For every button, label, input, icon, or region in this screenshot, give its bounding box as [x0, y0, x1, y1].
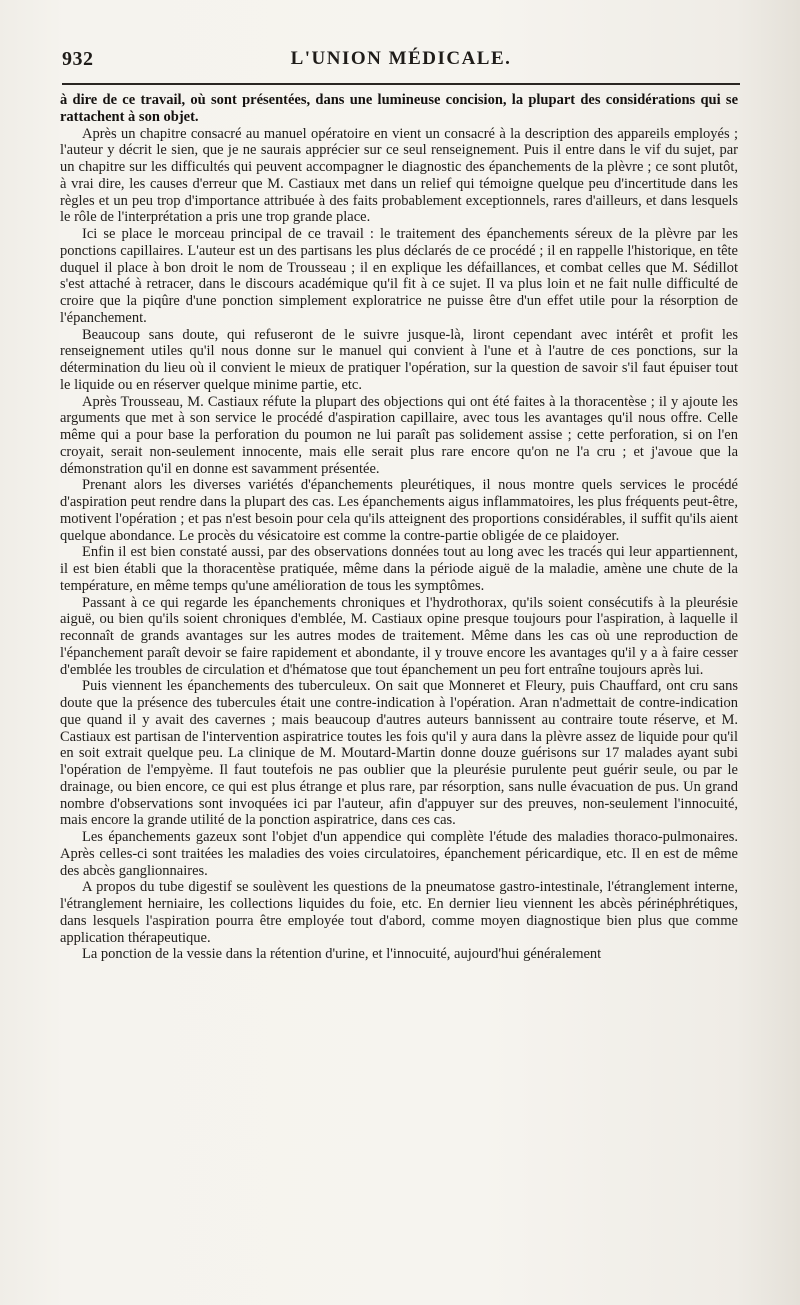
paragraph-capillary-puncture: Ici se place le morceau principal de ce travail : le traitement des épanchements séreux de la plèvre par les ponctions capillaires. L'auteur est un des partisans les plus déclarés de ce procédé ; il en rappelle l'historique, en tête duquel il place à bon droit le nom de Trousseau ; il en explique les défaillances, et combat celles que M. Sédillot s'est attaché à retracer, dans le discours académique qu'il fit à ce sujet. Il va plus loin et ne fait nulle difficulté de croire que la piqûre d'une ponction simplement exploratrice ne puisse être d'un effet utile pour la résorption de l'épanchement.: [60, 226, 738, 326]
article-body: [60, 92, 738, 963]
paragraph-continuation: à dire de ce travail, où sont présentées, dans une lumineuse concision, la plupart des considérations qui se rattachent à son objet.: [60, 92, 738, 125]
page-number: 932: [62, 48, 94, 70]
running-title: L'UNION MÉDICALE.: [290, 48, 512, 69]
paragraph-digestive-tube: A propos du tube digestif se soulèvent les questions de la pneumatose gastro-intestinale, l'étranglement interne, l'étranglement herniaire, les collections liquides du foie, etc. En dernier lieu viennent les abcès périnéphrétiques, dans lesquels l'aspiration pourra être employée tout d'abord, comme moyen diagnostique bien plus que comme application thérapeutique.: [60, 879, 738, 946]
header-rule: [62, 83, 740, 85]
paragraph-tuberculosis: Puis viennent les épanchements des tuberculeux. On sait que Monneret et Fleury, puis Chauffard, ont cru sans doute que la présence des tubercules était une contre-indication à l'opération. Aran n'admettait de contre-indication que quand il y avait des cavernes ; mais beaucoup d'autres auteurs bannissent au contraire toute réserve, et M. Castiaux est partisan de l'intervention aspiratrice toutes les fois qu'il y aura dans la plèvre assez de liquide pour qu'il en soit extrait quelque peu. La clinique de M. Moutard-Martin donne douze guérisons sur 17 malades ayant subi l'opération de l'empyème. Il faut toutefois ne pas oublier que la pleurésie purulente peut guérir seule, ou par le drainage, ou bien encore, ce qui est plus étrange et plus rare, par résorption, sans nulle évacuation de pus. Un grand nombre d'observations sont invoquées ici par l'auteur, afin d'appuyer sur des preuves, non-seulement l'innocuité, mais encore la grande utilité de la ponction aspiratrice, dans ces cas.: [60, 678, 738, 829]
paragraph-chronic-effusions: Passant à ce qui regarde les épanchements chroniques et l'hydrothorax, qu'ils soient consécutifs à la pleurésie aiguë, ou bien qu'ils soient chroniques d'emblée, M. Castiaux opine presque toujours pour l'aspiration, à laquelle il reconnaît de grands avantages sur les autres modes de traitement. Même dans les cas où une reproduction de l'épanchement paraît devoir se faire rapidement et abondante, il y trouve encore les avantages qu'il y a à faire cesser d'emblée les troubles de circulation et d'hématose que tout épanchement un peu fort entraîne toujours après lui.: [60, 594, 738, 678]
page-header: [62, 48, 740, 76]
paragraph-pleural-effusions: Prenant alors les diverses variétés d'épanchements pleurétiques, il nous montre quels services le procédé d'aspiration peut rendre dans la plupart des cas. Les épanchements aigus inflammatoires, les plus fréquents peut-être, motivent l'opération ; et pas n'est besoin pour cela qu'ils atteignent des proportions considérables, il suffit qu'ils aient quelque abondance. Le procès du vésicatoire est comme la contre-partie obligée de ce plaidoyer.: [60, 477, 738, 544]
paragraph-bladder: La ponction de la vessie dans la rétention d'urine, et l'innocuité, aujourd'hui généralement: [82, 946, 602, 963]
paragraph-temperature: Enfin il est bien constaté aussi, par des observations données tout au long avec les tracés qui leur appartiennent, il est bien établi que la thoracentèse pratiquée, même dans la période aiguë de la maladie, amène une chute de la température, en même temps qu'une amélioration de tous les symptômes.: [60, 544, 738, 594]
paragraph-objections: Après Trousseau, M. Castiaux réfute la plupart des objections qui ont été faites à la thoracentèse ; il y ajoute les arguments que met à son service le procédé d'aspiration capillaire, avec tous les avantages qu'il nous offre. Celle même qui a pour base la perforation du poumon ne lui paraît pas solidement assise ; cette perforation, si on l'en croyait, serait non-seulement innocente, mais elle serait plus rare encore qu'on ne l'a cru ; et j'avoue que la démonstration qu'il en donne est savamment présentée.: [60, 393, 738, 477]
paragraph-manual: Après un chapitre consacré au manuel opératoire en vient un consacré à la description des appareils employés ; l'auteur y décrit le sien, que je ne saurais apprécier sur ce seul renseignement. Puis il entre dans le vif du sujet, par un chapitre sur les difficultés qui peuvent accompagner le diagnostic des épanchements de la plèvre ; ce sont plutôt, à vrai dire, les causes d'erreur que M. Castiaux met dans un relief qui témoigne quelque peu d'incertitude dans les règles et un peu trop d'importance attribuée à des faits probablement exceptionnels, rares d'ailleurs, et dans lesquels le rôle de l'interprétation a pris une trop grande place.: [60, 125, 738, 226]
paragraph-practical-information: Beaucoup sans doute, qui refuseront de le suivre jusque-là, liront cependant avec intérêt et profit les renseignement utiles qu'il nous donne sur le manuel qui convient à l'une et à l'autre de ces ponctions, sur la détermination du lieu où il convient le mieux de pratiquer l'opération, sur la question de savoir s'il faut épuiser tout le liquide ou en réserver quelque minime partie, etc.: [60, 326, 738, 393]
paragraph-gaseous-effusions: Les épanchements gazeux sont l'objet d'un appendice qui complète l'étude des maladies thoraco-pulmonaires. Après celles-ci sont traitées les maladies des voies circulatoires, épanchement péricardique, etc. Il en est de même des abcès ganglionnaires.: [60, 829, 738, 879]
